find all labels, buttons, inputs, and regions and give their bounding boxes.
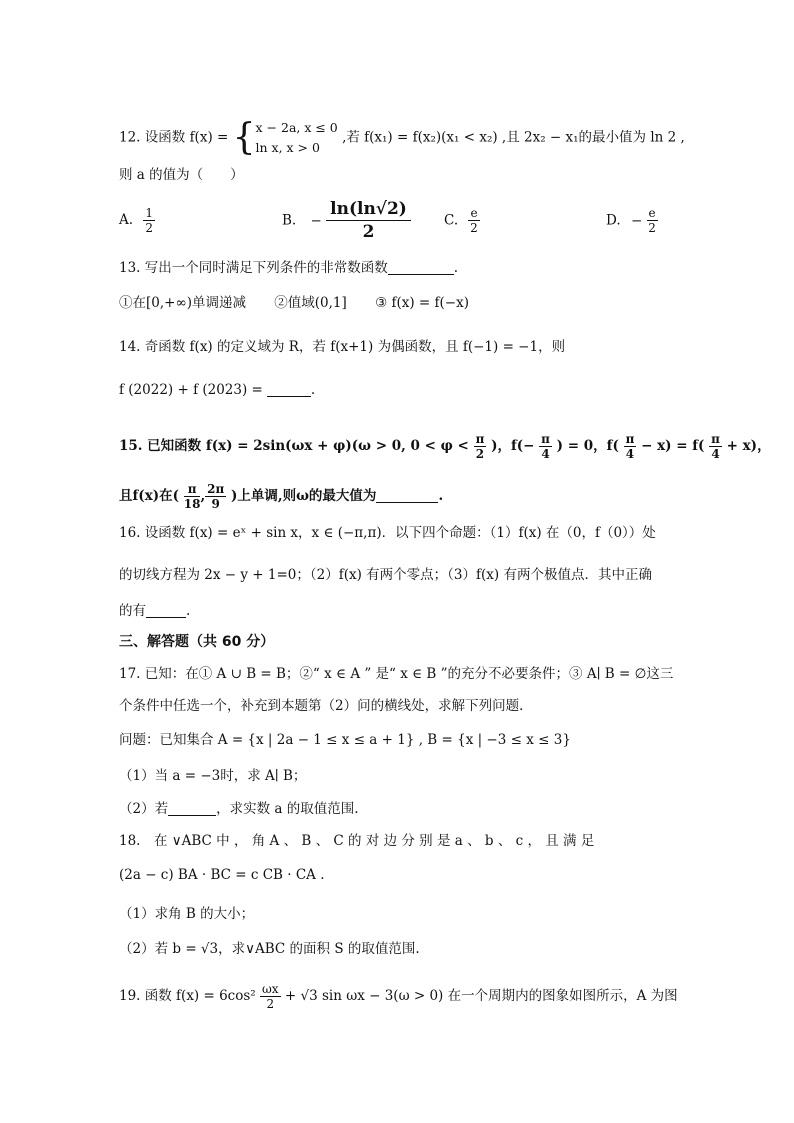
- q17-line2: 个条件中任选一个，补充到本题第（2）问的横线处，求解下列问题．: [119, 698, 533, 714]
- q12-line1: [119, 118, 685, 158]
- q12-condition: ,若 f(x₁) = f(x₂)(x₁ < x₂) ,且 2x₂ − x₁的最小值为 ln 2 ,: [342, 129, 685, 146]
- q12-line2: 则 a 的值为（ ）: [119, 167, 244, 183]
- q12-option-d: D. − $\frac{e}{2}$: [606, 206, 656, 235]
- q18-line2: (2a − c) BA · BC = c CB · CA .: [119, 867, 325, 883]
- q12-function: f(x) =: [189, 129, 229, 146]
- q13-cond2: ②值域(0,1]: [274, 295, 347, 311]
- q13-answer-blank[interactable]: [388, 260, 454, 275]
- q12-option-b: B. − $\frac{\ln(\ln√2)}{2}$: [282, 198, 411, 243]
- section-3-title: 三、解答题（共 60 分）: [119, 634, 275, 650]
- q15-answer-blank[interactable]: [376, 488, 438, 503]
- q12-option-a: A. $\frac{1}{2}$: [119, 206, 153, 235]
- q13-cond3: ③ f(x) = f(−x): [375, 295, 469, 311]
- q19-line1: 19. 函数 f(x) = 6cos² $\frac{\omega x}{2}$ + √3 sin ωx − 3(ω > 0) 在一个周期内的图象如图所示，A 为图: [119, 982, 678, 1011]
- q16-line2: 的切线方程为 2x − y + 1=0；（2）f(x) 有两个零点；（3）f(x) 有两个极值点．其中正确: [119, 567, 652, 583]
- q12-text: 12. 设函数: [119, 129, 186, 146]
- q17-answer-blank[interactable]: [168, 801, 216, 816]
- q13-conditions: [119, 294, 469, 312]
- q12-piecewise: { x − 2a, x ≤ 0 ln x, x > 0: [232, 117, 338, 158]
- q14-line2: f (2022) + f (2023) = .: [119, 382, 316, 398]
- q13-cond1: ①在[0,+∞)单调递减: [119, 295, 246, 311]
- q17-line4: （1）当 a = −3时，求 A∣ B；: [119, 768, 307, 784]
- q15-line1: 15. 已知函数 f(x) = 2sin(ωx + φ)(ω > 0, 0 < φ < $\frac{\pi}{2}$ )，f(− $\frac{\pi}{4}$ ) = 0，f( $\frac{\pi}{4}$ − x) = f( $\frac{\pi}{4}$ + x)，: [119, 432, 771, 461]
- q16-line3: 的有 .: [119, 603, 191, 619]
- q13-line1: 13. 写出一个同时满足下列条件的非常数函数 .: [119, 260, 459, 276]
- q16-line1: 16. 设函数 f(x) = eˣ + sin x，x ∈ (−π,π)．以下四个命题：（1）f(x) 在（0，f（0））处: [119, 525, 656, 541]
- q12-case1: x − 2a, x ≤ 0: [255, 120, 338, 135]
- q12-case2: ln x, x > 0: [255, 140, 320, 155]
- q18-line1: 18. 在 ∨ABC 中 ， 角 A 、 B 、 C 的 对 边 分 别 是 a 、 b 、 c ， 且 满 足: [119, 833, 595, 849]
- q18-line3: （1）求角 B 的大小；: [119, 906, 255, 922]
- q16-answer-blank[interactable]: [146, 603, 186, 618]
- q18-line4: （2）若 b = √3，求∨ABC 的面积 S 的取值范围.: [119, 941, 420, 957]
- q14-line1: 14. 奇函数 f(x) 的定义域为 R，若 f(x+1) 为偶函数，且 f(−1) = −1，则: [119, 339, 566, 355]
- q12-option-c: C. $\frac{e}{2}$: [444, 206, 478, 235]
- q17-line5: （2）若 ，求实数 a 的取值范围.: [119, 801, 359, 817]
- q15-line2: 且f(x)在( $\frac{\pi}{18}$ , $\frac{2\pi}{9}$ )上单调,则ω的最大值为 .: [119, 482, 444, 511]
- q17-line1: 17. 已知：在① A ∪ B = B；②“ x ∈ A ” 是“ x ∈ B ”的充分不必要条件；③ A∣ B = ∅这三: [119, 666, 674, 682]
- q17-line3: 问题：已知集合 A = {x | 2a − 1 ≤ x ≤ a + 1} , B = {x | −3 ≤ x ≤ 3}: [119, 732, 571, 748]
- q14-answer-blank[interactable]: [267, 382, 311, 397]
